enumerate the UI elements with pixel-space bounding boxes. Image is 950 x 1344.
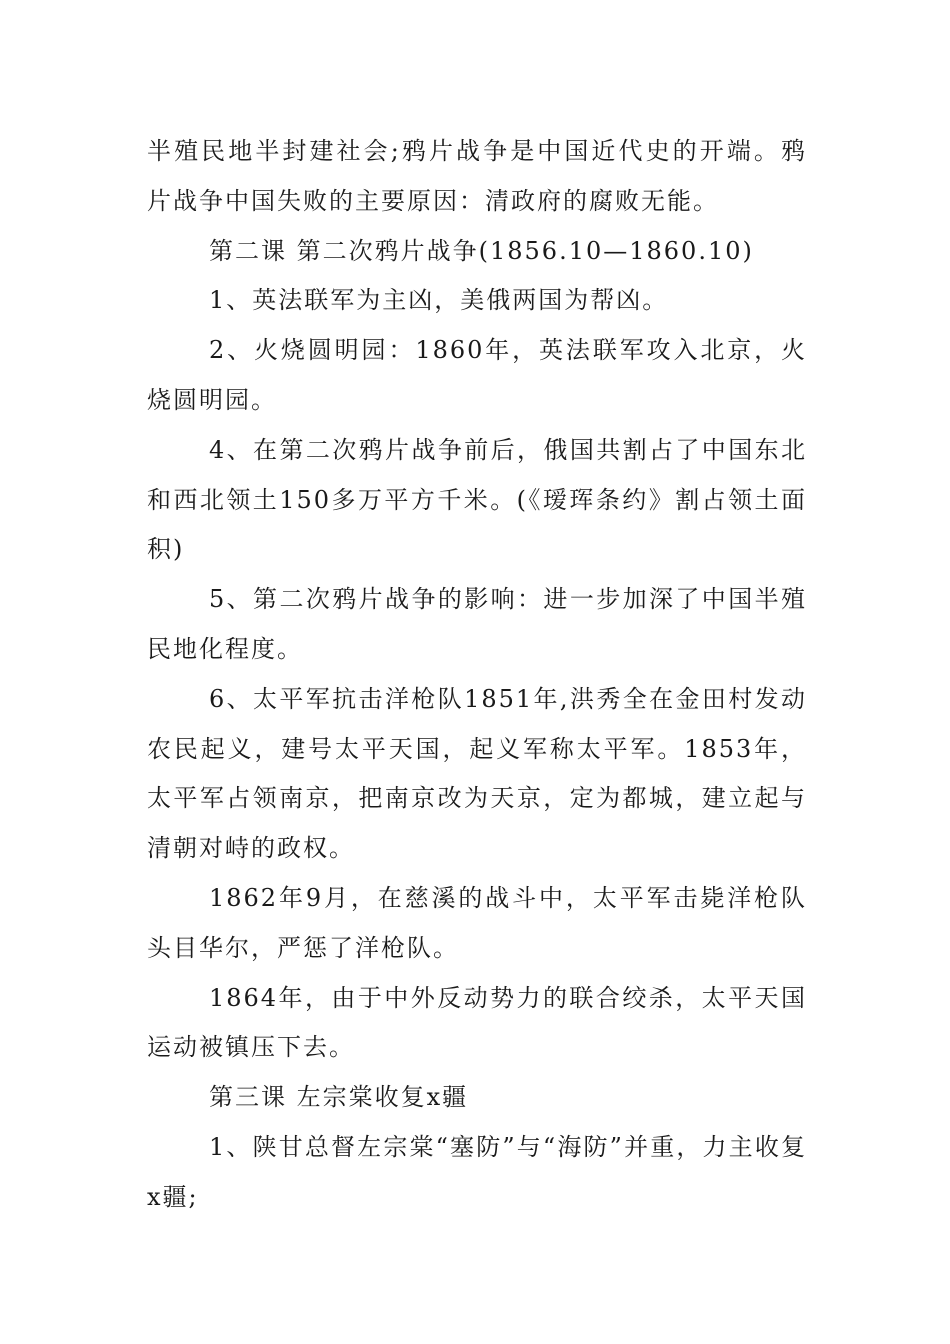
paragraph-1864: 1864年，由于中外反动势力的联合绞杀，太平天国运动被镇压下去。 [147,983,807,1062]
lesson-heading-2: 第二课 第二次鸦片战争(1856.10—1860.10) [209,236,754,265]
paragraph-1: 半殖民地半封建社会;鸦片战争是中国近代史的开端。鸦片战争中国失败的主要原因：清政府的腐败无能。 [147,137,807,215]
lesson-heading-3: 第三课 左宗棠收复x疆 [209,1083,469,1112]
document-body [147,127,807,1223]
paragraph-item-6: 6、太平军抗击洋枪队1851年,洪秀全在金田村发动农民起义，建号太平天国，起义军称太平军。1853年，太平军占领南京，把南京改为天京，定为都城，建立起与清朝对峙的政权。 [147,684,807,863]
paragraph-item-2: 2、火烧圆明园：1860年，英法联军攻入北京，火烧圆明园。 [147,336,807,414]
paragraph-lesson3-item-1: 1、陕甘总督左宗棠“塞防”与“海防”并重，力主收复x疆; [147,1132,807,1211]
paragraph-1862: 1862年9月，在慈溪的战斗中，太平军击毙洋枪队头目华尔，严惩了洋枪队。 [147,883,807,962]
paragraph-item-1: 1、英法联军为主凶，美俄两国为帮凶。 [209,286,669,315]
paragraph-item-5: 5、第二次鸦片战争的影响：进一步加深了中国半殖民地化程度。 [147,585,807,663]
paragraph-item-4: 4、在第二次鸦片战争前后，俄国共割占了中国东北和西北领土150多万平方千米。(《瑷珲条约》割占领土面积) [147,435,807,564]
